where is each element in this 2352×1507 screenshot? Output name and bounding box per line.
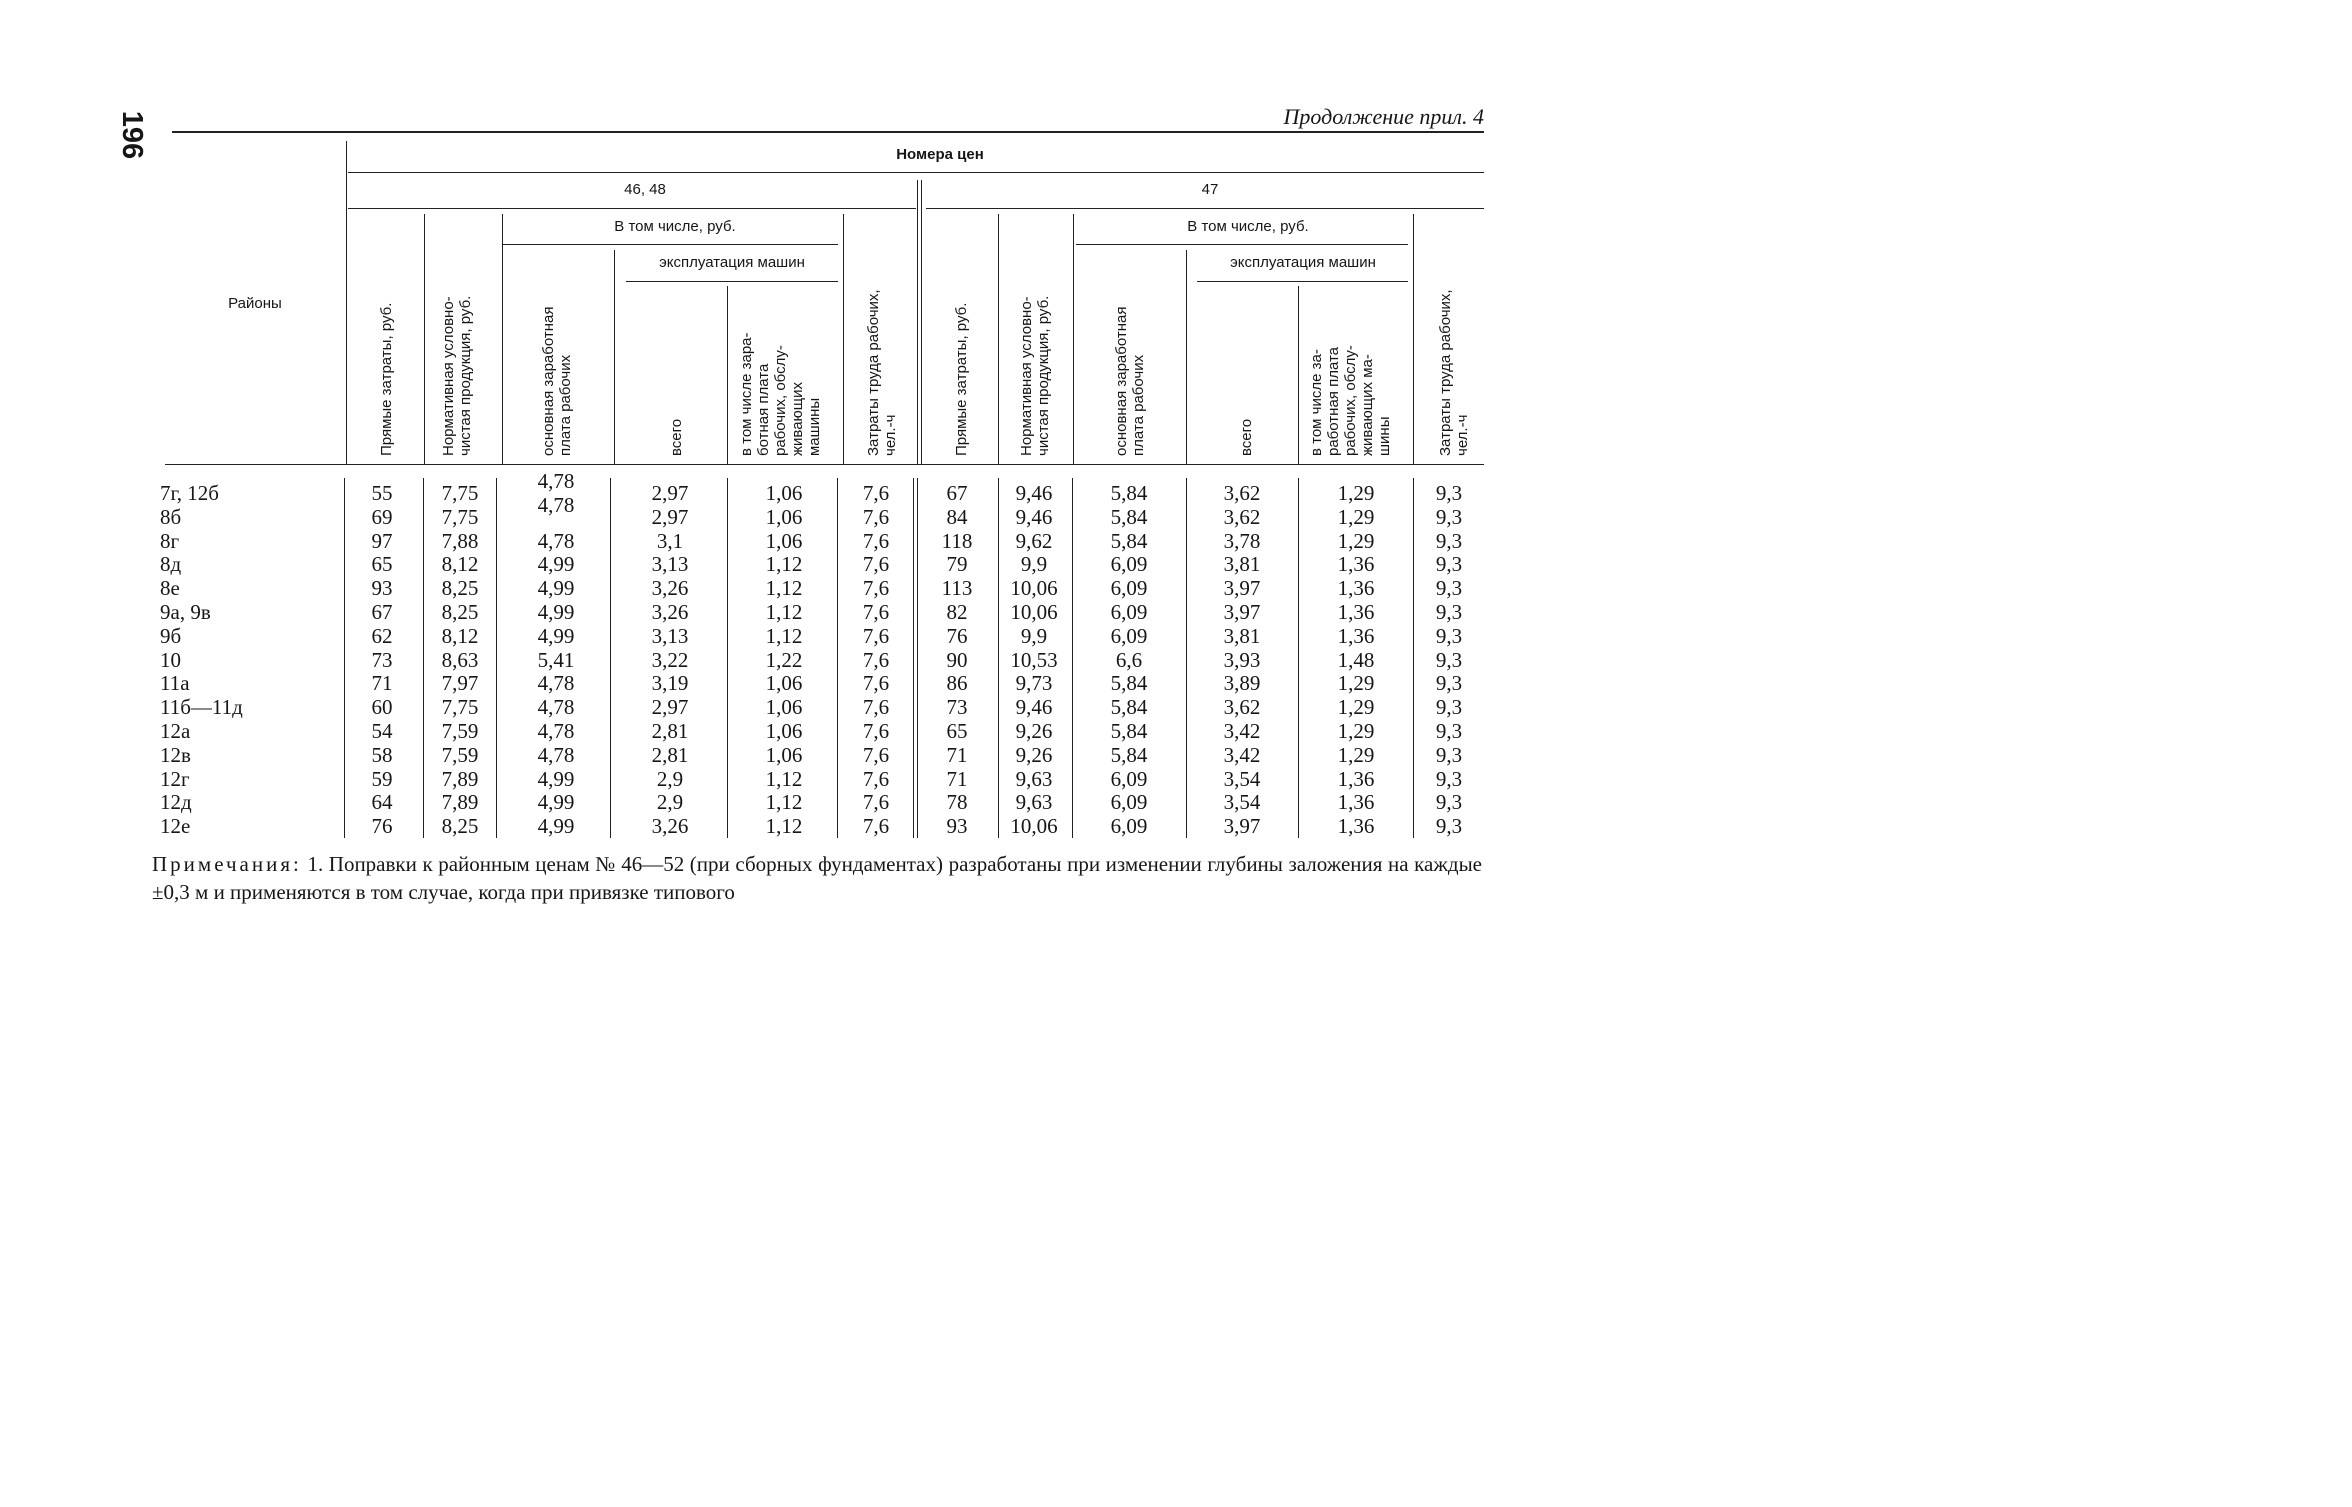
row-label: 10: [160, 647, 181, 672]
table-cell: 3,22: [651, 647, 689, 672]
table-cell: 8,12: [441, 552, 479, 577]
table-cell: 9,3: [1435, 481, 1463, 505]
table-cell: 7,6: [862, 814, 890, 839]
col-head-norm-1-line: Нормативная условно-: [440, 296, 457, 456]
table-cell: 3,81: [1223, 552, 1261, 577]
col-head-norm-2-line: чистая продукция, руб.: [1035, 295, 1052, 456]
table-cell: 5,84: [1110, 528, 1148, 553]
table-cell: 2,9: [656, 790, 684, 815]
table-cell: 4,99: [537, 814, 575, 839]
col-head-total-1: [668, 419, 685, 456]
table-cell: 9,46: [1015, 695, 1053, 720]
table-cell: 60: [371, 695, 393, 720]
row-label: 12г: [160, 766, 190, 791]
col-head-direct-1-line: Прямые затраты, руб.: [378, 302, 395, 456]
table-cell: 9,3: [1435, 528, 1463, 553]
table-cell: 3,62: [1223, 695, 1261, 720]
rule-sub2: [1076, 244, 1408, 245]
table-cell: 7,6: [862, 623, 890, 648]
table-cell: 4,99: [537, 790, 575, 815]
table-cell: 7,6: [862, 481, 890, 505]
col-head-norm-2: [1018, 296, 1052, 456]
table-cell: 10,06: [1010, 600, 1058, 624]
table-cell: 3,54: [1223, 790, 1261, 815]
vline-body-4: [727, 478, 728, 838]
table-cell: 9,3: [1435, 671, 1463, 696]
stub-header: Районы: [228, 295, 282, 312]
table-cell: 6,09: [1110, 600, 1148, 624]
col-head-incl-1-line: живающих: [789, 381, 806, 456]
table-cell: 6,09: [1110, 814, 1148, 839]
col-head-wages-2-line: плата рабочих: [1130, 354, 1147, 456]
table-cell: 55: [371, 481, 393, 505]
table-cell: 9,9: [1020, 623, 1048, 648]
table-cell: 7,6: [862, 695, 890, 720]
machines-label-2: эксплуатация машин: [1230, 254, 1376, 271]
table-cell: 9,9: [1020, 552, 1048, 577]
table-cell: 3,54: [1223, 766, 1261, 791]
row-label: 11б—11д: [160, 695, 243, 720]
vline-h4: [727, 286, 728, 464]
table-cell: 9,46: [1015, 481, 1053, 505]
row-label: 12е: [160, 814, 191, 839]
table-cell: 1,36: [1337, 552, 1375, 577]
table-cell: 9,3: [1435, 695, 1463, 720]
table-cell: 1,29: [1337, 742, 1375, 767]
table-cell: 7,6: [862, 766, 890, 791]
group-label-2: 47: [1201, 181, 1219, 198]
top-rule: [172, 131, 1484, 133]
table-cell: 59: [371, 766, 393, 791]
table-cell: 90: [946, 647, 968, 672]
table-cell: 1,36: [1337, 576, 1375, 601]
table-cell: 3,42: [1223, 742, 1261, 767]
sub-label-2: В том числе, руб.: [1187, 218, 1309, 235]
table-cell: 7,59: [441, 719, 479, 743]
table-cell: 2,81: [651, 719, 689, 743]
table-cell: 3,89: [1223, 671, 1261, 696]
vline-h5: [843, 214, 844, 464]
vline-h2: [502, 214, 503, 464]
col-head-direct-2: [953, 303, 970, 456]
table-cell: 8,25: [441, 814, 479, 839]
table-cell: 7,6: [862, 719, 890, 743]
table-cell: 58: [371, 742, 393, 767]
table-cell: 4,78: [537, 671, 575, 696]
machines-label-1: эксплуатация машин: [659, 254, 805, 271]
table-cell: 1,12: [765, 600, 803, 624]
table-cell: 1,06: [765, 695, 803, 720]
row-label: 8б: [160, 504, 182, 529]
table-cell: 3,81: [1223, 623, 1261, 648]
vline-h1: [424, 214, 425, 464]
vline-mid-b: [921, 180, 922, 464]
col-head-norm-1: [440, 296, 474, 456]
col-head-incl-2-line: рабочих, обслу-: [1342, 345, 1359, 456]
table-cell: 7,6: [862, 647, 890, 672]
table-cell: 9,62: [1015, 528, 1053, 553]
table-cell: 9,46: [1015, 504, 1053, 529]
table-cell: 5,41: [537, 647, 575, 672]
col-head-labor-1-line: чел.-ч: [882, 414, 899, 456]
table-cell: 93: [371, 576, 393, 601]
table-cell: 1,29: [1337, 671, 1375, 696]
table-cell: 3,19: [651, 671, 689, 696]
table-cell: 1,12: [765, 576, 803, 601]
col-head-wages-1: [540, 307, 574, 456]
table-cell: 3,26: [651, 600, 689, 624]
table-cell: 4,99: [537, 623, 575, 648]
table-cell: 97: [371, 528, 393, 553]
table-cell: 7,6: [862, 742, 890, 767]
col-head-labor-1-line: Затраты труда рабочих,: [865, 289, 882, 456]
table-cell: 1,12: [765, 552, 803, 577]
table-cell: 62: [371, 623, 393, 648]
table-cell: 9,26: [1015, 742, 1053, 767]
table-cell: 9,63: [1015, 790, 1053, 815]
col-head-total-2: [1238, 419, 1255, 456]
row-label: 11а: [160, 671, 190, 696]
table-cell: 7,97: [441, 671, 479, 696]
table-cell: 3,26: [651, 814, 689, 839]
table-cell: 6,09: [1110, 552, 1148, 577]
table-cell: 9,3: [1435, 742, 1463, 767]
table-cell: 64: [371, 790, 393, 815]
table-cell: 9,63: [1015, 766, 1053, 791]
table-cell: 1,48: [1337, 647, 1375, 672]
vline-h11: [1413, 214, 1414, 464]
table-cell: 8,25: [441, 576, 479, 601]
col-head-incl-1-line: машины: [806, 397, 823, 456]
table-cell: 4,99: [537, 766, 575, 791]
table-cell: 8,25: [441, 600, 479, 624]
table-cell: 5,84: [1110, 504, 1148, 529]
table-cell: 7,6: [862, 552, 890, 577]
col-head-labor-1: [865, 289, 899, 456]
table-cell: 4,99: [537, 600, 575, 624]
table-cell: 118: [941, 528, 973, 553]
table-cell: 10,06: [1010, 576, 1058, 601]
row-label: 8г: [160, 528, 180, 553]
table-cell: 7,75: [441, 481, 479, 505]
table-cell: 1,22: [765, 647, 803, 672]
col-head-total-1-line: всего: [668, 418, 685, 456]
table-cell: 9,3: [1435, 719, 1463, 743]
row-label: 8д: [160, 552, 182, 577]
table-cell: 1,29: [1337, 695, 1375, 720]
table-cell: 3,42: [1223, 719, 1261, 743]
page-number: 196: [116, 110, 148, 160]
col-head-norm-2-line: Нормативная условно-: [1018, 296, 1035, 456]
table-cell: 1,29: [1337, 481, 1375, 505]
col-head-incl-1-line: ботная плата: [755, 363, 772, 456]
table-cell: 10,53: [1010, 647, 1058, 672]
table-cell: 71: [946, 766, 968, 791]
sub-label-1: В том числе, руб.: [614, 218, 736, 235]
table-cell: 3,97: [1223, 814, 1261, 839]
table-cell: 7,6: [862, 504, 890, 529]
rule-mach2: [1197, 281, 1408, 282]
col-head-incl-2-line: шины: [1376, 416, 1393, 456]
col-head-incl-1-line: в том числе зара-: [738, 332, 755, 456]
table-cell: 3,93: [1223, 647, 1261, 672]
table-cell: 9,26: [1015, 719, 1053, 743]
table-cell: 76: [371, 814, 393, 839]
rule-group1: [348, 208, 916, 209]
table-cell: 1,06: [765, 504, 803, 529]
table-cell: 1,06: [765, 671, 803, 696]
col-head-labor-2-line: Затраты труда рабочих,: [1437, 289, 1454, 456]
rule-header-bottom: [165, 464, 1484, 465]
table-cell: 6,09: [1110, 790, 1148, 815]
table-cell: 9,73: [1015, 671, 1053, 696]
rule-sub1: [502, 244, 838, 245]
vline-mid-a: [917, 180, 918, 464]
table-cell: 8,63: [441, 647, 479, 672]
table-cell: 3,97: [1223, 600, 1261, 624]
top-header: Номера цен: [896, 146, 984, 163]
table-cell: 7,88: [441, 528, 479, 553]
table-cell: 4,99: [537, 576, 575, 601]
table-cell: 4,78: [537, 719, 575, 743]
table-cell: 2,97: [651, 504, 689, 529]
table-cell: 5,84: [1110, 671, 1148, 696]
table-cell: 5,84: [1110, 695, 1148, 720]
col-head-direct-1: [378, 303, 395, 456]
notes-text: 1. Поправки к районным ценам № 46—52 (при сборных фундаментах) разработаны при изменении глубины заложения на каждые ±0,3 м и применяются в том случае, когда при привязке типового: [152, 852, 1483, 904]
col-head-wages-2-line: основная заработная: [1113, 306, 1130, 456]
table-cell: 10,06: [1010, 814, 1058, 839]
table-cell: 54: [371, 719, 393, 743]
table-cell: 6,09: [1110, 766, 1148, 791]
table-cell: 1,06: [765, 719, 803, 743]
table-cell: 73: [371, 647, 393, 672]
running-head: Продолжение прил. 4: [1283, 104, 1484, 129]
rule-group2: [926, 208, 1484, 209]
table-cell: 78: [946, 790, 968, 815]
notes-lead: Примечания:: [152, 852, 302, 876]
table-cell: 2,97: [651, 481, 689, 505]
row-label: 9б: [160, 623, 182, 648]
table-cell: 7,6: [862, 576, 890, 601]
table-cell: 86: [946, 671, 968, 696]
table-cell: 1,12: [765, 790, 803, 815]
table-cell: 71: [371, 671, 393, 696]
table-cell: 67: [946, 481, 968, 505]
table-cell: 7,6: [862, 600, 890, 624]
table-cell: 7,75: [441, 695, 479, 720]
row-label: 7г, 12б: [160, 481, 219, 505]
table-cell: 1,12: [765, 766, 803, 791]
table-cell: 5,84: [1110, 719, 1148, 743]
table-cell: 4,78: [537, 492, 575, 517]
table-cell: 9,3: [1435, 623, 1463, 648]
table-cell: 9,3: [1435, 600, 1463, 624]
table-cell: 93: [946, 814, 968, 839]
table-cell: 113: [941, 576, 973, 601]
table-cell: 1,06: [765, 742, 803, 767]
table-cell: 4,78: [537, 528, 575, 553]
col-head-direct-2-line: Прямые затраты, руб.: [953, 302, 970, 456]
table-cell: 1,36: [1337, 600, 1375, 624]
table-cell: 65: [371, 552, 393, 577]
row-label: 12а: [160, 719, 191, 743]
table-cell: 4,78: [537, 695, 575, 720]
table-cell: 2,81: [651, 742, 689, 767]
table-cell: 1,29: [1337, 719, 1375, 743]
table-cell: 3,78: [1223, 528, 1261, 553]
col-head-incl-2-line: живающих ма-: [1359, 354, 1376, 456]
table-cell: 7,6: [862, 528, 890, 553]
table-cell: 7,89: [441, 766, 479, 791]
vline-h8: [1073, 214, 1074, 464]
table-cell: 1,36: [1337, 623, 1375, 648]
row-label: 12в: [160, 742, 191, 767]
table-cell: 6,6: [1115, 647, 1143, 672]
table-cell: 9,3: [1435, 576, 1463, 601]
notes: [152, 850, 1482, 906]
table-cell: 4,99: [537, 552, 575, 577]
vline-h9: [1186, 250, 1187, 464]
table-cell: 69: [371, 504, 393, 529]
vline-stub: [346, 141, 347, 464]
table-cell: 71: [946, 742, 968, 767]
table-cell: 73: [946, 695, 968, 720]
table-cell: 6,09: [1110, 576, 1148, 601]
table-cell: 9,3: [1435, 647, 1463, 672]
table-cell: 7,75: [441, 504, 479, 529]
table-cell: 3,62: [1223, 481, 1261, 505]
table-cell: 8,12: [441, 623, 479, 648]
table-cell: 4,78: [537, 469, 575, 493]
table-cell: 1,36: [1337, 790, 1375, 815]
table-cell: 7,6: [862, 671, 890, 696]
table-cell: 9,3: [1435, 766, 1463, 791]
col-head-incl-2: [1308, 345, 1393, 456]
vline-h10: [1298, 286, 1299, 464]
col-head-wages-1-line: основная заработная: [540, 306, 557, 456]
table-cell: 9,3: [1435, 552, 1463, 577]
table-cell: 65: [946, 719, 968, 743]
row-label: 9а, 9в: [160, 600, 211, 624]
vline-h7: [998, 214, 999, 464]
table-cell: 3,13: [651, 623, 689, 648]
row-label: 8е: [160, 576, 180, 601]
table-cell: 1,06: [765, 528, 803, 553]
table-cell: 67: [371, 600, 393, 624]
table-cell: 82: [946, 600, 968, 624]
rule-top-header: [348, 172, 1484, 173]
table-cell: 5,84: [1110, 481, 1148, 505]
table-cell: 9,3: [1435, 504, 1463, 529]
table-cell: 7,89: [441, 790, 479, 815]
table-cell: 1,36: [1337, 814, 1375, 839]
vline-body-8: [1186, 478, 1187, 838]
table-cell: 9,3: [1435, 814, 1463, 839]
table-cell: 2,97: [651, 695, 689, 720]
col-head-incl-1: [738, 332, 823, 456]
table-cell: 3,13: [651, 552, 689, 577]
table-cell: 1,29: [1337, 504, 1375, 529]
table-cell: 79: [946, 552, 968, 577]
table-cell: 7,59: [441, 742, 479, 767]
table-cell: 3,26: [651, 576, 689, 601]
col-head-incl-2-line: работная плата: [1325, 346, 1342, 456]
col-head-wages-2: [1113, 307, 1147, 456]
table-cell: 3,1: [656, 528, 684, 553]
col-head-wages-1-line: плата рабочих: [557, 354, 574, 456]
table-cell: 1,12: [765, 814, 803, 839]
table-cell: 1,36: [1337, 766, 1375, 791]
col-head-total-2-line: всего: [1238, 418, 1255, 456]
col-head-labor-2: [1437, 289, 1471, 456]
table-cell: 5,84: [1110, 742, 1148, 767]
table-cell: 76: [946, 623, 968, 648]
table-cell: 4,78: [537, 742, 575, 767]
col-head-norm-1-line: чистая продукция, руб.: [457, 295, 474, 456]
rule-mach1: [626, 281, 838, 282]
col-head-incl-2-line: в том числе за-: [1308, 349, 1325, 456]
table-cell: 1,29: [1337, 528, 1375, 553]
table-cell: 84: [946, 504, 968, 529]
col-head-incl-1-line: рабочих, обслу-: [772, 345, 789, 456]
vline-h3: [614, 250, 615, 464]
col-head-labor-2-line: чел.-ч: [1454, 414, 1471, 456]
table-cell: 1,06: [765, 481, 803, 505]
table-cell: 3,62: [1223, 504, 1261, 529]
table-cell: 9,3: [1435, 790, 1463, 815]
vline-body-9: [1298, 478, 1299, 838]
table-cell: 1,12: [765, 623, 803, 648]
group-label-1: 46, 48: [624, 181, 666, 198]
table-cell: 2,9: [656, 766, 684, 791]
table-cell: 7,6: [862, 790, 890, 815]
vline-body-3: [610, 478, 611, 838]
table-cell: 6,09: [1110, 623, 1148, 648]
row-label: 12д: [160, 790, 192, 815]
table-cell: 3,97: [1223, 576, 1261, 601]
